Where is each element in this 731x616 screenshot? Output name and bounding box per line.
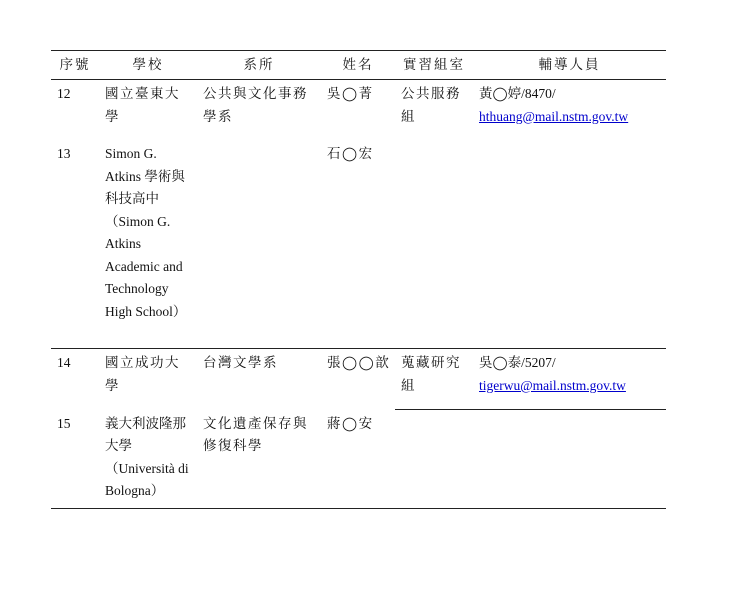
header-advisor: 輔導人員 bbox=[473, 51, 666, 80]
cell-advisor-empty bbox=[473, 410, 666, 509]
advisor-name-ext: 吳◯泰/5207/ bbox=[479, 355, 556, 370]
cell-advisor bbox=[473, 349, 666, 410]
cell-school: Simon G. Atkins 學術與科技高中（Simon G. Atkins Academic and Technology High School） bbox=[99, 140, 197, 349]
cell-school: 義大利波隆那大學（Università di Bologna） bbox=[99, 410, 197, 509]
cell-name: 張◯◯歆 bbox=[327, 355, 391, 370]
header-school: 學校 bbox=[99, 51, 197, 80]
internship-table bbox=[51, 50, 666, 509]
cell-unit-empty bbox=[395, 410, 473, 509]
cell-name: 石◯宏 bbox=[321, 140, 395, 349]
cell-no: 15 bbox=[51, 410, 99, 509]
cell-school: 國立臺東大學 bbox=[105, 86, 180, 124]
cell-unit: 公共服務組 bbox=[395, 80, 473, 349]
cell-school: 國立成功大學 bbox=[105, 355, 180, 393]
table-row bbox=[51, 410, 666, 509]
advisor-email-link[interactable]: hthuang@mail.nstm.gov.tw bbox=[479, 108, 629, 124]
cell-name: 吳◯菁 bbox=[327, 86, 374, 101]
cell-no: 14 bbox=[57, 355, 71, 370]
table-row bbox=[51, 80, 666, 141]
cell-dept: 台灣文學系 bbox=[203, 355, 278, 370]
header-dept: 系所 bbox=[197, 51, 321, 80]
cell-no: 12 bbox=[57, 86, 71, 101]
cell-dept bbox=[197, 140, 321, 349]
cell-dept: 文化遺產保存與修復科學 bbox=[197, 410, 321, 509]
cell-dept: 公共與文化事務學系 bbox=[203, 86, 308, 124]
header-no: 序號 bbox=[51, 51, 99, 80]
cell-no: 13 bbox=[51, 140, 99, 349]
advisor-name-ext: 黃◯婷/8470/ bbox=[479, 86, 556, 101]
header-row bbox=[51, 51, 666, 80]
cell-name: 蔣◯安 bbox=[321, 410, 395, 509]
header-name: 姓名 bbox=[321, 51, 395, 80]
advisor-email-link[interactable]: tigerwu@mail.nstm.gov.tw bbox=[479, 377, 626, 393]
cell-advisor bbox=[473, 80, 666, 349]
table-row bbox=[51, 349, 666, 410]
cell-unit: 蒐藏研究組 bbox=[395, 349, 473, 410]
header-unit: 實習組室 bbox=[395, 51, 473, 80]
